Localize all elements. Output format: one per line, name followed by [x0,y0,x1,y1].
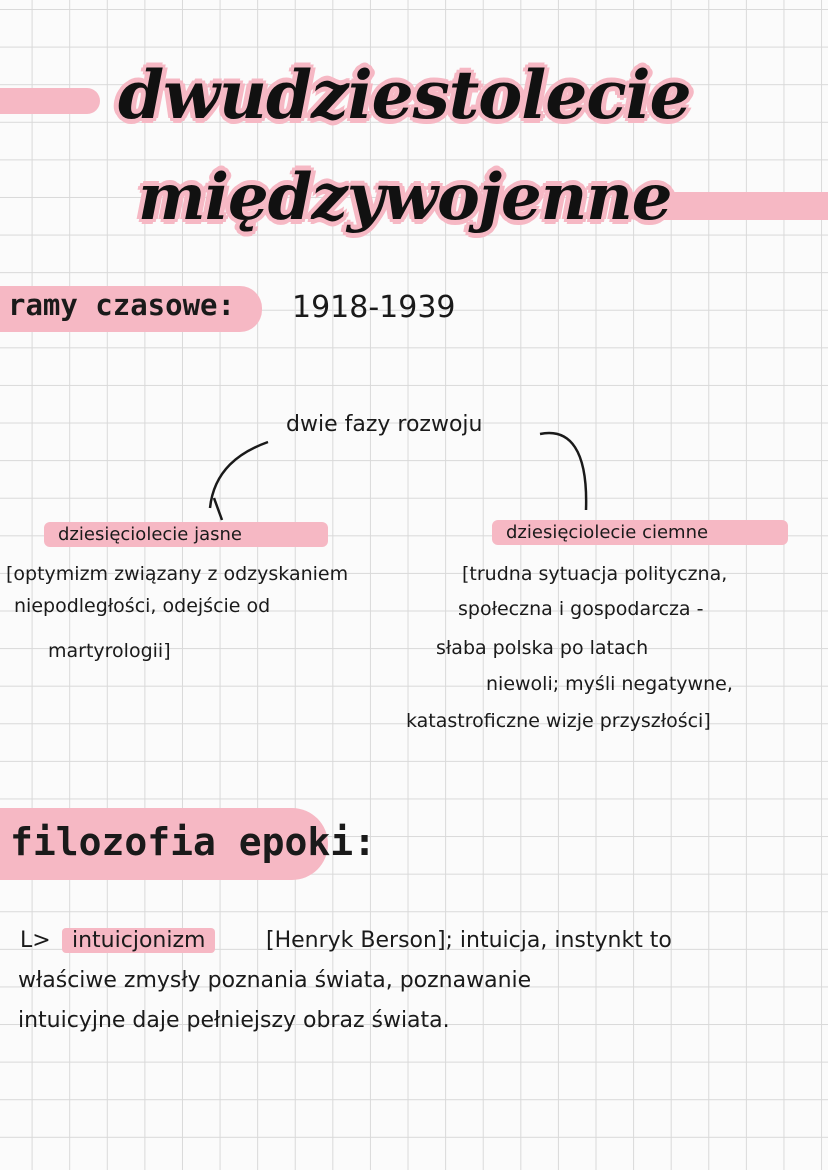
philosophy-term: intuicjonizm [62,928,215,953]
phase-dark-line-5: katastroficzne wizje przyszłości] [406,710,711,732]
philosophy-heading: filozofia epoki: [10,820,377,864]
philosophy-line-3: intuicyjne daje pełniejszy obraz świata. [18,1008,450,1033]
phases-connector-arrows [0,0,828,560]
timeframe-value: 1918-1939 [292,290,456,325]
phase-bright-line-3: martyrologii] [48,640,171,662]
philosophy-arrow-icon: L> [20,928,51,953]
philosophy-line-1: [Henryk Berson]; intuicja, instynkt to [266,928,672,953]
philosophy-line-2: właściwe zmysły poznania świata, poznawanie [18,968,532,993]
phase-dark-line-2: społeczna i gospodarcza - [458,598,704,620]
phases-heading: dwie fazy rozwoju [286,412,483,437]
phase-dark-line-4: niewoli; myśli negatywne, [486,673,733,695]
phase-bright-line-1: [optymizm związany z odzyskaniem [6,563,349,585]
phase-bright-label: dziesięciolecie jasne [44,522,328,547]
page-title-line2: międzywojenne [138,160,672,235]
page-title-line1: dwudziestolecie [118,56,691,134]
phase-dark-line-1: [trudna sytuacja polityczna, [462,563,728,585]
timeframe-label: ramy czasowe: [8,288,235,322]
phase-dark-line-3: słaba polska po latach [436,637,649,659]
phase-bright-line-2: niepodległości, odejście od [14,595,271,617]
phase-dark-label: dziesięciolecie ciemne [492,520,788,545]
